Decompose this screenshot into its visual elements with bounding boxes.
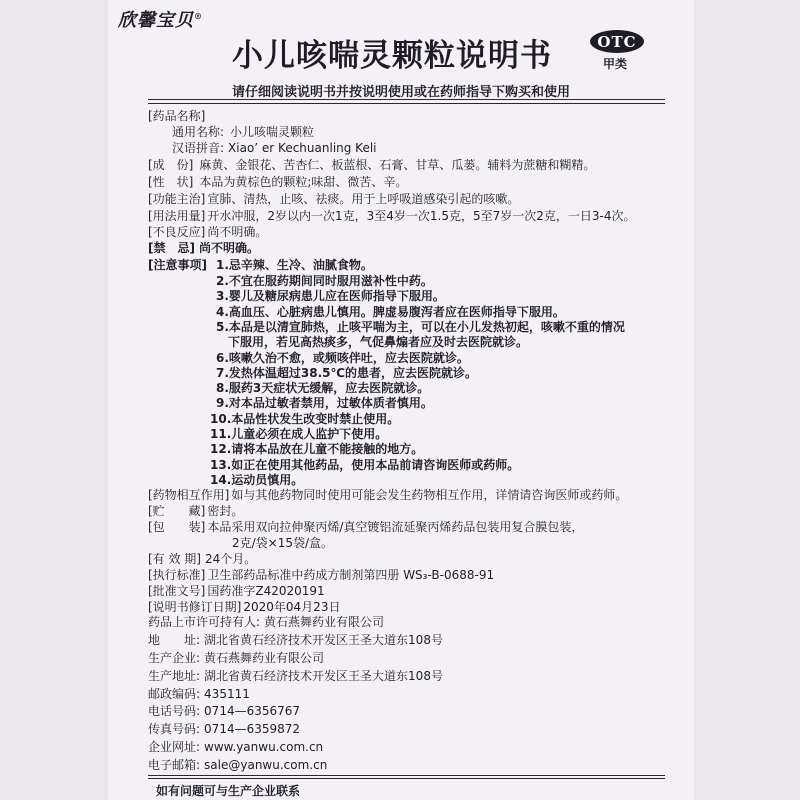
phone-row xyxy=(148,703,300,719)
email-value: sale@yanwu.com.cn xyxy=(204,758,328,772)
dosage-label: [用法用量] xyxy=(148,209,206,223)
pinyin-value: Xiao’ er Kechuanling Keli xyxy=(228,141,377,155)
fax-value: 0714—6359872 xyxy=(204,722,301,736)
mfg-address-row xyxy=(148,668,443,684)
precaution-item: 6.咳嗽久治不愈，或频咳伴吐，应去医院就诊。 xyxy=(216,350,469,365)
document-title: 小儿咳喘灵颗粒说明书 xyxy=(232,38,552,74)
footer-rule-top xyxy=(148,775,665,776)
precaution-item: 8.服药3天症状无缓解，应去医院就诊。 xyxy=(216,381,430,396)
contraindications-label: [禁 忌] xyxy=(148,241,195,255)
manufacturer-row xyxy=(148,650,324,666)
interactions-row xyxy=(148,487,627,503)
validity-value: 24个月。 xyxy=(205,552,257,566)
address-row xyxy=(148,632,443,648)
address-value: 湖北省黄石经济技术开发区王圣大道东108号 xyxy=(204,633,443,647)
precaution-item: 14.运动员慎用。 xyxy=(210,472,304,487)
revision-row xyxy=(148,599,340,615)
phone-label: 电话号码: xyxy=(148,704,201,718)
adverse-label: [不良反应] xyxy=(148,225,206,239)
interactions-label: [药物相互作用] xyxy=(148,488,230,502)
approval-label: [批准文号] xyxy=(148,584,206,598)
email-row xyxy=(148,757,327,773)
mfg-address-label: 生产地址: xyxy=(148,669,201,683)
pinyin-row xyxy=(172,140,377,156)
footer-rule-bottom xyxy=(148,778,665,779)
brand-name: 欣馨宝贝 xyxy=(118,10,194,31)
approval-value: 国药准字Z42020191 xyxy=(207,584,325,598)
storage-value: 密封。 xyxy=(207,504,244,518)
fax-label: 传真号码: xyxy=(148,722,201,736)
packaging-value-line1: 本品采用双向拉伸聚丙烯/真空镀铝流延聚丙烯药品包装用复合膜包装， xyxy=(207,520,584,534)
properties-label: [性 状] xyxy=(148,175,194,189)
mfg-address-value: 湖北省黄石经济技术开发区王圣大道东108号 xyxy=(204,669,443,683)
validity-label: [有 效 期] xyxy=(148,552,201,566)
website-value: www.yanwu.com.cn xyxy=(204,740,324,754)
indications-label: [功能主治] xyxy=(148,192,206,206)
adverse-value: 尚不明确。 xyxy=(207,225,268,239)
holder-value: 黄石燕舞药业有限公司 xyxy=(264,615,385,629)
section-drug-name-label: [药品名称] xyxy=(148,109,206,123)
packaging-row xyxy=(148,519,583,535)
precaution-item: 9.对本品过敏者禁用，过敏体质者慎用。 xyxy=(216,396,433,411)
dosage-row xyxy=(148,208,636,224)
indications-value: 宣肺、清热，止咳、祛痰。用于上呼吸道感染引起的咳嗽。 xyxy=(207,192,520,206)
properties-value: 本品为黄棕色的颗粒;味甜、微苦、辛。 xyxy=(199,175,408,189)
revision-label: [说明书修订日期] xyxy=(148,600,242,614)
precaution-item: 12.请将本品放在儿童不能接触的地方。 xyxy=(210,442,424,457)
website-label: 企业网址: xyxy=(148,740,201,754)
standard-value: 卫生部药品标准中药成方制剂第四册 WS₃-B-0688-91 xyxy=(207,568,495,582)
otc-badge: OTC xyxy=(590,30,644,53)
validity-row xyxy=(148,551,256,567)
precaution-item: 11.儿童必须在成人监护下使用。 xyxy=(210,427,388,441)
ingredients-row xyxy=(148,157,595,173)
packaging-value-line2: 2克/袋×15袋/盒。 xyxy=(232,536,334,550)
precaution-item-continued: 下服用，若见高热痰多，气促鼻煽者应及时去医院就诊。 xyxy=(228,335,529,350)
otc-class-label: 甲类 xyxy=(603,57,628,71)
generic-name-label: 通用名称: xyxy=(172,125,225,139)
approval-row xyxy=(148,583,325,599)
postcode-label: 邮政编码: xyxy=(148,687,201,701)
email-label: 电子邮箱: xyxy=(148,758,201,772)
adverse-row xyxy=(148,224,267,240)
indications-row xyxy=(148,191,519,207)
generic-name-row xyxy=(172,124,314,140)
pinyin-label: 汉语拼音: xyxy=(172,141,225,155)
reading-instruction: 请仔细阅读说明书并按说明使用或在药师指导下购买和使用 xyxy=(232,85,571,100)
revision-value: 2020年04月23日 xyxy=(243,600,341,614)
header-rule-bottom xyxy=(148,103,665,104)
interactions-value: 如与其他药物同时使用可能会发生药物相互作用，详情请咨询医师或药师。 xyxy=(231,488,628,502)
storage-label: [贮 藏] xyxy=(148,504,206,518)
standard-row xyxy=(148,567,494,583)
postcode-row xyxy=(148,686,250,702)
storage-row xyxy=(148,503,243,519)
header-rule-top xyxy=(148,99,665,100)
ingredients-label: [成 份] xyxy=(148,158,194,172)
precaution-item: 7.发热体温超过38.5℃的患者，应去医院就诊。 xyxy=(216,365,478,380)
packaging-label: [包 装] xyxy=(148,520,206,534)
contraindications-value: 尚不明确。 xyxy=(198,241,259,255)
manufacturer-value: 黄石燕舞药业有限公司 xyxy=(204,651,325,665)
address-label: 地 址: xyxy=(148,633,201,647)
precaution-item: 10.本品性状发生改变时禁止使用。 xyxy=(210,411,400,426)
fax-row xyxy=(148,721,300,737)
standard-label: [执行标准] xyxy=(148,568,206,582)
manufacturer-label: 生产企业: xyxy=(148,651,201,665)
generic-name-value: 小儿咳喘灵颗粒 xyxy=(230,125,315,139)
precaution-item: 1.忌辛辣、生冷、油腻食物。 xyxy=(216,258,373,272)
brand-logo xyxy=(118,6,203,32)
dosage-value: 开水冲服，2岁以内一次1克，3至4岁一次1.5克，5至7岁一次2克，一日3-4次。 xyxy=(207,209,636,223)
precaution-item: 3.婴儿及糖尿病患儿应在医师指导下服用。 xyxy=(216,289,445,304)
brand-registered-mark: ® xyxy=(194,11,203,21)
holder-label: 药品上市许可持有人: xyxy=(148,615,261,629)
holder-row xyxy=(148,614,384,630)
phone-value: 0714—6356767 xyxy=(204,704,301,718)
properties-row xyxy=(148,174,407,190)
postcode-value: 435111 xyxy=(204,687,250,701)
precaution-item: 13.如正在使用其他药品，使用本品前请咨询医师或药师。 xyxy=(210,457,520,472)
contraindications-row xyxy=(148,240,259,256)
ingredients-value: 麻黄、金银花、苦杏仁、板蓝根、石膏、甘草、瓜蒌。辅料为蔗糖和糊精。 xyxy=(199,158,596,172)
precaution-item: 2.不宜在服药期间同时服用滋补性中药。 xyxy=(216,274,433,288)
website-row xyxy=(148,739,323,755)
precaution-item: 4.高血压、心脏病患儿慎用。脾虚易腹泻者应在医师指导下服用。 xyxy=(216,304,565,319)
precautions-label: [注意事项] xyxy=(148,258,207,272)
precaution-item: 5.本品是以清宣肺热，止咳平喘为主，可以在小儿发热初起，咳嗽不重的情况 xyxy=(216,319,625,334)
footer-contact-note: 如有问题可与生产企业联系 xyxy=(156,784,301,798)
